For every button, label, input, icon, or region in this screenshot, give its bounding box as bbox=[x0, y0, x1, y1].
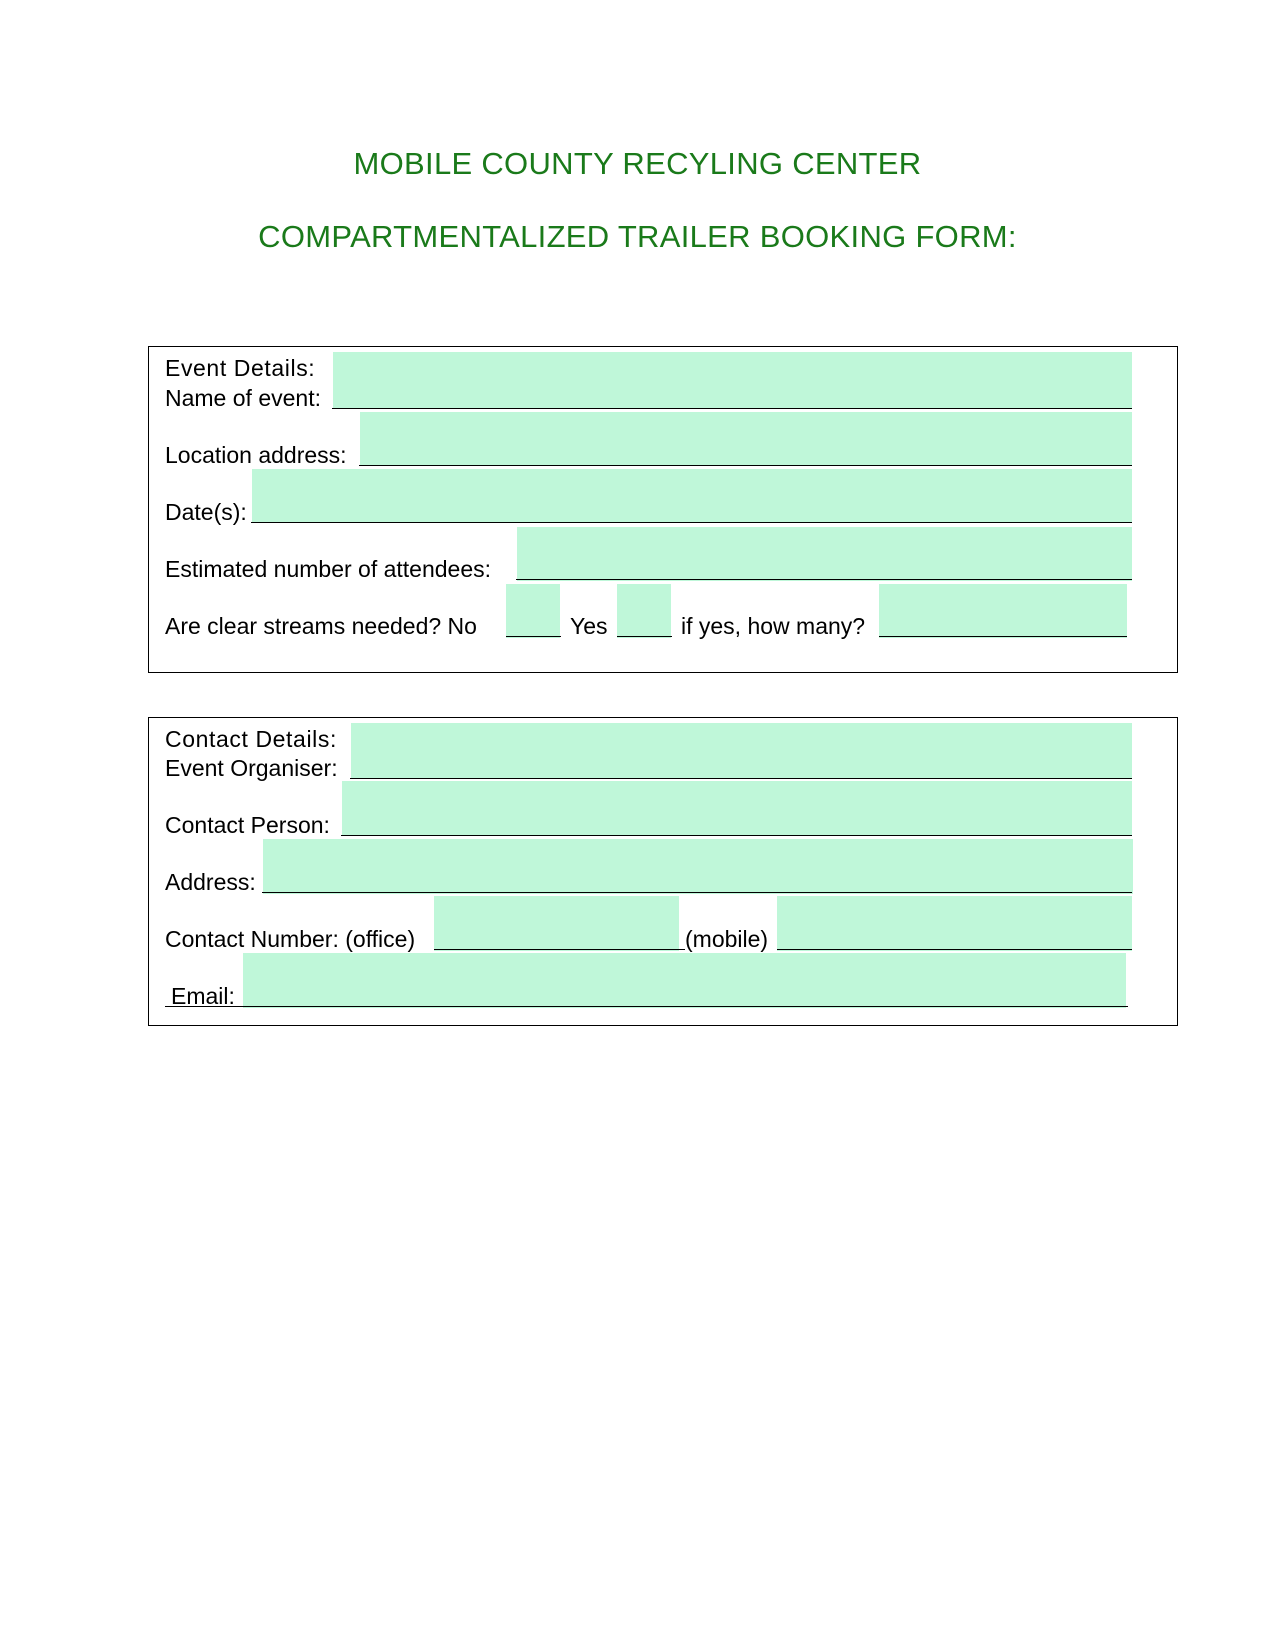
streams-yes-field[interactable] bbox=[617, 584, 671, 638]
streams-yes-label: Yes bbox=[570, 613, 608, 639]
address-label: Address: bbox=[165, 869, 256, 895]
contact-details-heading: Contact Details: bbox=[165, 726, 337, 752]
contact-person-label: Contact Person: bbox=[165, 812, 330, 838]
event-details-heading: Event Details: bbox=[165, 355, 316, 381]
office-number-field[interactable] bbox=[434, 896, 679, 951]
streams-no-field[interactable] bbox=[506, 584, 560, 638]
attendees-field[interactable] bbox=[517, 527, 1132, 581]
email-underline bbox=[165, 1006, 1128, 1007]
event-organiser-underline bbox=[350, 778, 1132, 779]
location-address-field[interactable] bbox=[360, 412, 1132, 466]
streams-no-underline bbox=[506, 636, 561, 637]
contact-number-label: Contact Number: (office) bbox=[165, 926, 416, 952]
address-field[interactable] bbox=[263, 839, 1133, 894]
office-number-underline bbox=[434, 949, 685, 950]
page-title: MOBILE COUNTY RECYLING CENTER bbox=[353, 146, 922, 181]
contact-person-field[interactable] bbox=[342, 781, 1132, 836]
attendees-label: Estimated number of attendees: bbox=[165, 556, 492, 582]
form-title: COMPARTMENTALIZED TRAILER BOOKING FORM: bbox=[258, 219, 1017, 254]
dates-field[interactable] bbox=[252, 469, 1132, 523]
event-name-field[interactable] bbox=[333, 352, 1132, 409]
streams-yes-underline bbox=[617, 636, 672, 637]
address-underline bbox=[262, 892, 1132, 893]
mobile-number-underline bbox=[777, 949, 1132, 950]
event-name-label: Name of event: bbox=[165, 385, 321, 411]
dates-underline bbox=[251, 522, 1132, 523]
streams-label: Are clear streams needed? No bbox=[165, 613, 477, 639]
event-name-underline bbox=[332, 408, 1132, 409]
attendees-underline bbox=[516, 579, 1132, 580]
streams-count-underline bbox=[879, 636, 1127, 637]
location-address-underline bbox=[359, 465, 1132, 466]
mobile-label: (mobile) bbox=[685, 926, 769, 952]
streams-count-label: if yes, how many? bbox=[681, 613, 866, 639]
mobile-number-field[interactable] bbox=[777, 896, 1132, 951]
streams-count-field[interactable] bbox=[879, 584, 1127, 638]
event-organiser-field[interactable] bbox=[351, 723, 1132, 779]
email-label: Email: bbox=[171, 983, 235, 1009]
email-field[interactable] bbox=[243, 953, 1126, 1008]
contact-person-underline bbox=[341, 835, 1132, 836]
event-organiser-label: Event Organiser: bbox=[165, 755, 338, 781]
dates-label: Date(s): bbox=[165, 499, 247, 525]
location-address-label: Location address: bbox=[165, 442, 347, 468]
